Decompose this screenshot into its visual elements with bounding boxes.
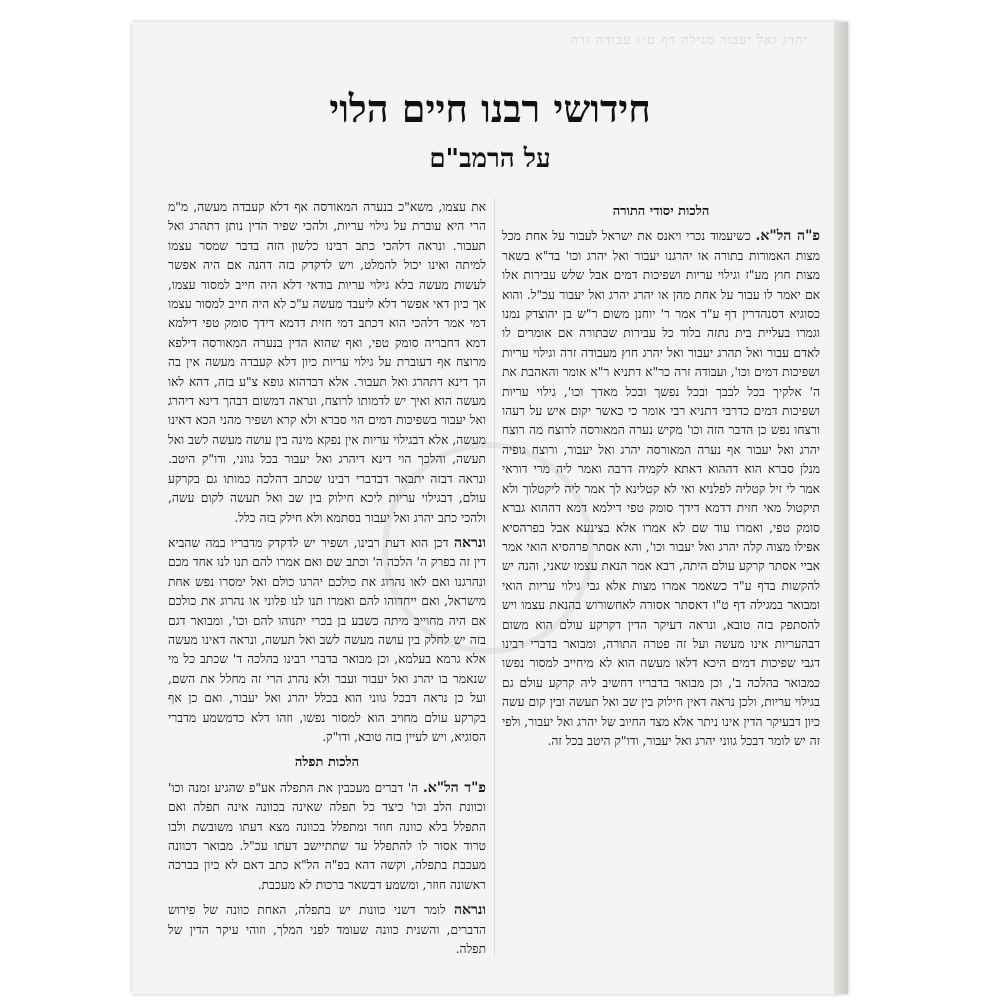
section-heading-yesodei-hatorah: הלכות יסודי התורה [612, 204, 710, 219]
section-heading-tefillah: הלכות תפלה [294, 755, 360, 771]
watermark-seal [382, 442, 594, 654]
page-edge [834, 22, 848, 994]
paragraph-text: דכן הוא דעת רבינו, ושפיר יש לדקדק מדבריו במה שהביא דין זה בפרק ה' הלכה ה' וכתב שם ואם אמרו להם תנו לנו אחד מכם ונהרגנו ואם לאו נהרוג את כולכם יהרגו כולם ואל ימסרו נפש אחת מישראל, ואם ייחדוהו להם ואמרו תנו לנו פלוני או נהרוג את כולכם אם היה מחוייב מיתה כשבע בן בכרי יתנוהו להם וכו', ומבואר דגם בזה יש לחלק בין עושה מעשה לשב ואל תעשה, ונראה דאינו מעשה אלא גרמא בעלמא, וכן מבואר בדברי רבינו בהלכה ד' שכתב כל מי שנאמר בו יהרג ואל יעבור ועבר ולא נהרג הרי זה מחלל את השם, ועל כן נראה דבכל גווני הוא בכלל יהרג ואל יעבור, ואם כן אף בקרקע עולם מחויב הוא למסור נפשו, וזהו דלא כדמשמע מדברי הסוגיא, ויש לעיין בזה טובא, ודו"ק. [168, 535, 486, 744]
paragraph [168, 901, 486, 959]
paragraph-lead: ונראה [453, 902, 486, 919]
page-subtitle: על הרמב"ם [429, 144, 551, 174]
paragraph-text: לומר דשני כוונות יש בתפלה, האחת כוונה של פירוש הדברים, והשנית כוונה שעומד לפני המלך, וזוהי עיקר הדין של תפלה. [168, 903, 486, 957]
paragraph-lead: פ"ד הל"א. [422, 779, 486, 796]
paragraph-text: את עצמו, משא"כ בנערה המאורסה אף דלא קעבדה מעשה, מ"מ הרי היא עוברת על גילוי עריות, ולהכי שפיר הדין נותן דתהרג ואל תעבור. ונראה דלהכי כתב רבינו כלשון הזה בדבר שמסר עצמו למיתה ואינו יכול להמלט, ויש לדקדק בזה דהנה אם היה אפשר לעשות מעשה בלא גילוי עריות בודאי דלא היה חייב למסור עצמו, אך כיון דאי אפשר דלא ליעבד מעשה ע"כ לא היה חייב למסור עצמו דמי אמר דלהכי הוא דכתב דמי חזית דדמא דידך סומק טפי דילמא דמא דחבריה סומק טפי, ואף שהוא הדין בנערה המאורסה דילפא מרוצח אף דעוברת על גילוי עריות כיון דלא קעבדה מעשה אין בה הך דינא דתהרג ואל תעבור. אלא דבדהוא גופא צ"ע בזה, דהא לאו מעשה הוא ואיך יש לדמותו לרוצח, ונראה דמשום דבהך דינא דיהרג ואל יעבור בשפיכות דמים הוי סברא ולא קרא ושפיר מהני הכא דאינו מעשה, אלא דבגילוי עריות אין נפקא מינה בין עושה מעשה לשב ואל תעשה, והלכך הוי דינא דיהרג ואל יעבור בכל גווני, ודו"ק היטב. ונראה דבזה יתבאר דבדברי רבינו שכתב דהלכה כמותו גם בקרקע עולם, דבגילוי עריות ליכא חילוק בין שב ואל תעשה לקום עשה, ולהכי כתב יהרג ואל יעבור בסתמא ולא חילק בזה כלל. [168, 200, 486, 525]
bleed-through-text: יהרג ואל יעבור מגילה דף ט״ו עבודה זרה [570, 33, 808, 48]
paragraph [168, 779, 486, 895]
paragraph-text: ה' דברים מעכבין את התפלה אע"פ שהגיע זמנה וכו' וכוונת הלב וכו' כיצד כל תפלה שאינה בכוונה אינה תפלה ואם התפלל בלא כוונה חוזר ומתפלל בכוונה מצא דעתו משובשת ולבו טרוד אסור לו להתפלל עד שתתיישב דעתו עכ"ל. מבואר דכוונה מעכבת בתפלה, וקשה דהא בפ"ה הל"א כתב דאם לא כיון בברכה ראשונה חוזר, ומשמע דבשאר ברכות לא מעכבת. [168, 780, 486, 892]
paragraph-lead: ונראה [453, 534, 486, 551]
book-page [132, 22, 848, 994]
paragraph-text: כשיעמוד נכרי ויאנס את ישראל לעבור על אחת מכל מצות האמורות בתורה או יהרגנו יעבור ואל יהרג וכו' בד"א בשאר מצות חוץ מע"ז וגילוי עריות ושפיכות דמים אבל שלש עבירות אלו אם יאמר לו עבור על אחת מהן או יהרג יהרג ואל יעבור עכ"ל. והוא כסוגיא דסנהדרין דף ע"ד אמר ר' יוחנן משום ר"ש בן יהוצדק נמנו וגמרו בעליית בית נתזה בלוד כל עבירות שבתורה אם אומרים לו לאדם עבור ואל תהרג יעבור ואל יהרג חוץ מעבודה זרה וגילוי עריות ושפיכות דמים וכו', ועבודה זרה כר"א דתניא ר"א אומר והאהבת את ה' אלקיך בכל לבבך ובכל נפשך ובכל מאדך וכו', גילוי עריות ושפיכות דמים כדרבי דתניא רבי אומר כי כאשר יקום איש על רעהו ורצחו נפש כן הדבר הזה וכו' מקיש נערה המאורסה לרוצח מה רוצח יהרג ואל יעבור אף נערה המאורסה יהרג ואל יעבור, ורוצח גופיה מנלן סברא הוא דההוא דאתא לקמיה דרבה ואמר ליה מרי דוראי אמר לי זיל קטליה לפלניא ואי לא קטלינא לך אמר ליה ליקטלוך ולא תיקטול מאי חזית דדמא דידך סומק טפי דילמא דמא דההוא גברא סומק טפי, ואמרו עוד שם לא אמרו אלא בצינעא אבל בפרהסיא אפילו מצוה קלה יהרג ואל יעבור וכו', והא אסתר פרהסיא הואי אמר אביי אסתר קרקע עולם היתה, רבא אמר הנאת עצמו שאני, והנה יש להקשות בדף ע"ד כשאמר אמרו מצות אלא גבי גילוי עריות הואי ומבואר במגילה דף ט"ו דאסתר אסורה לאחשורוש בהנאת עצמו ויש להסתפק בזה טובא, ונראה דעיקר הדין דקרקע עולם הוא משום דבהעריות אינו מעשה ועל זה פטרה התורה, ומבואר בדברי רבינו דגבי שפיכות דמים היכא דלאו מעשה הוא לא מיחייב למסור נפשו כמבואר בהלכה ב', וכן מבואר בדבריו דחשיב ליה קרקע עולם גם בגילוי עריות, ולכן נראה דאין חילוק בין שב ואל תעשה ובין קום עשה כיון דבעיקר הדין אינו ניתר אלא מצד החיוב של יהרג ואל יעבור, ולפי זה יש לומר דבכל גווני יהרג ואל יעבור, ודו"ק היטב בכל זה. [502, 229, 820, 748]
paragraph-lead: פ"ה הל"א. [755, 228, 820, 245]
page-title: חידושי רבנו חיים הלוי [329, 86, 651, 131]
